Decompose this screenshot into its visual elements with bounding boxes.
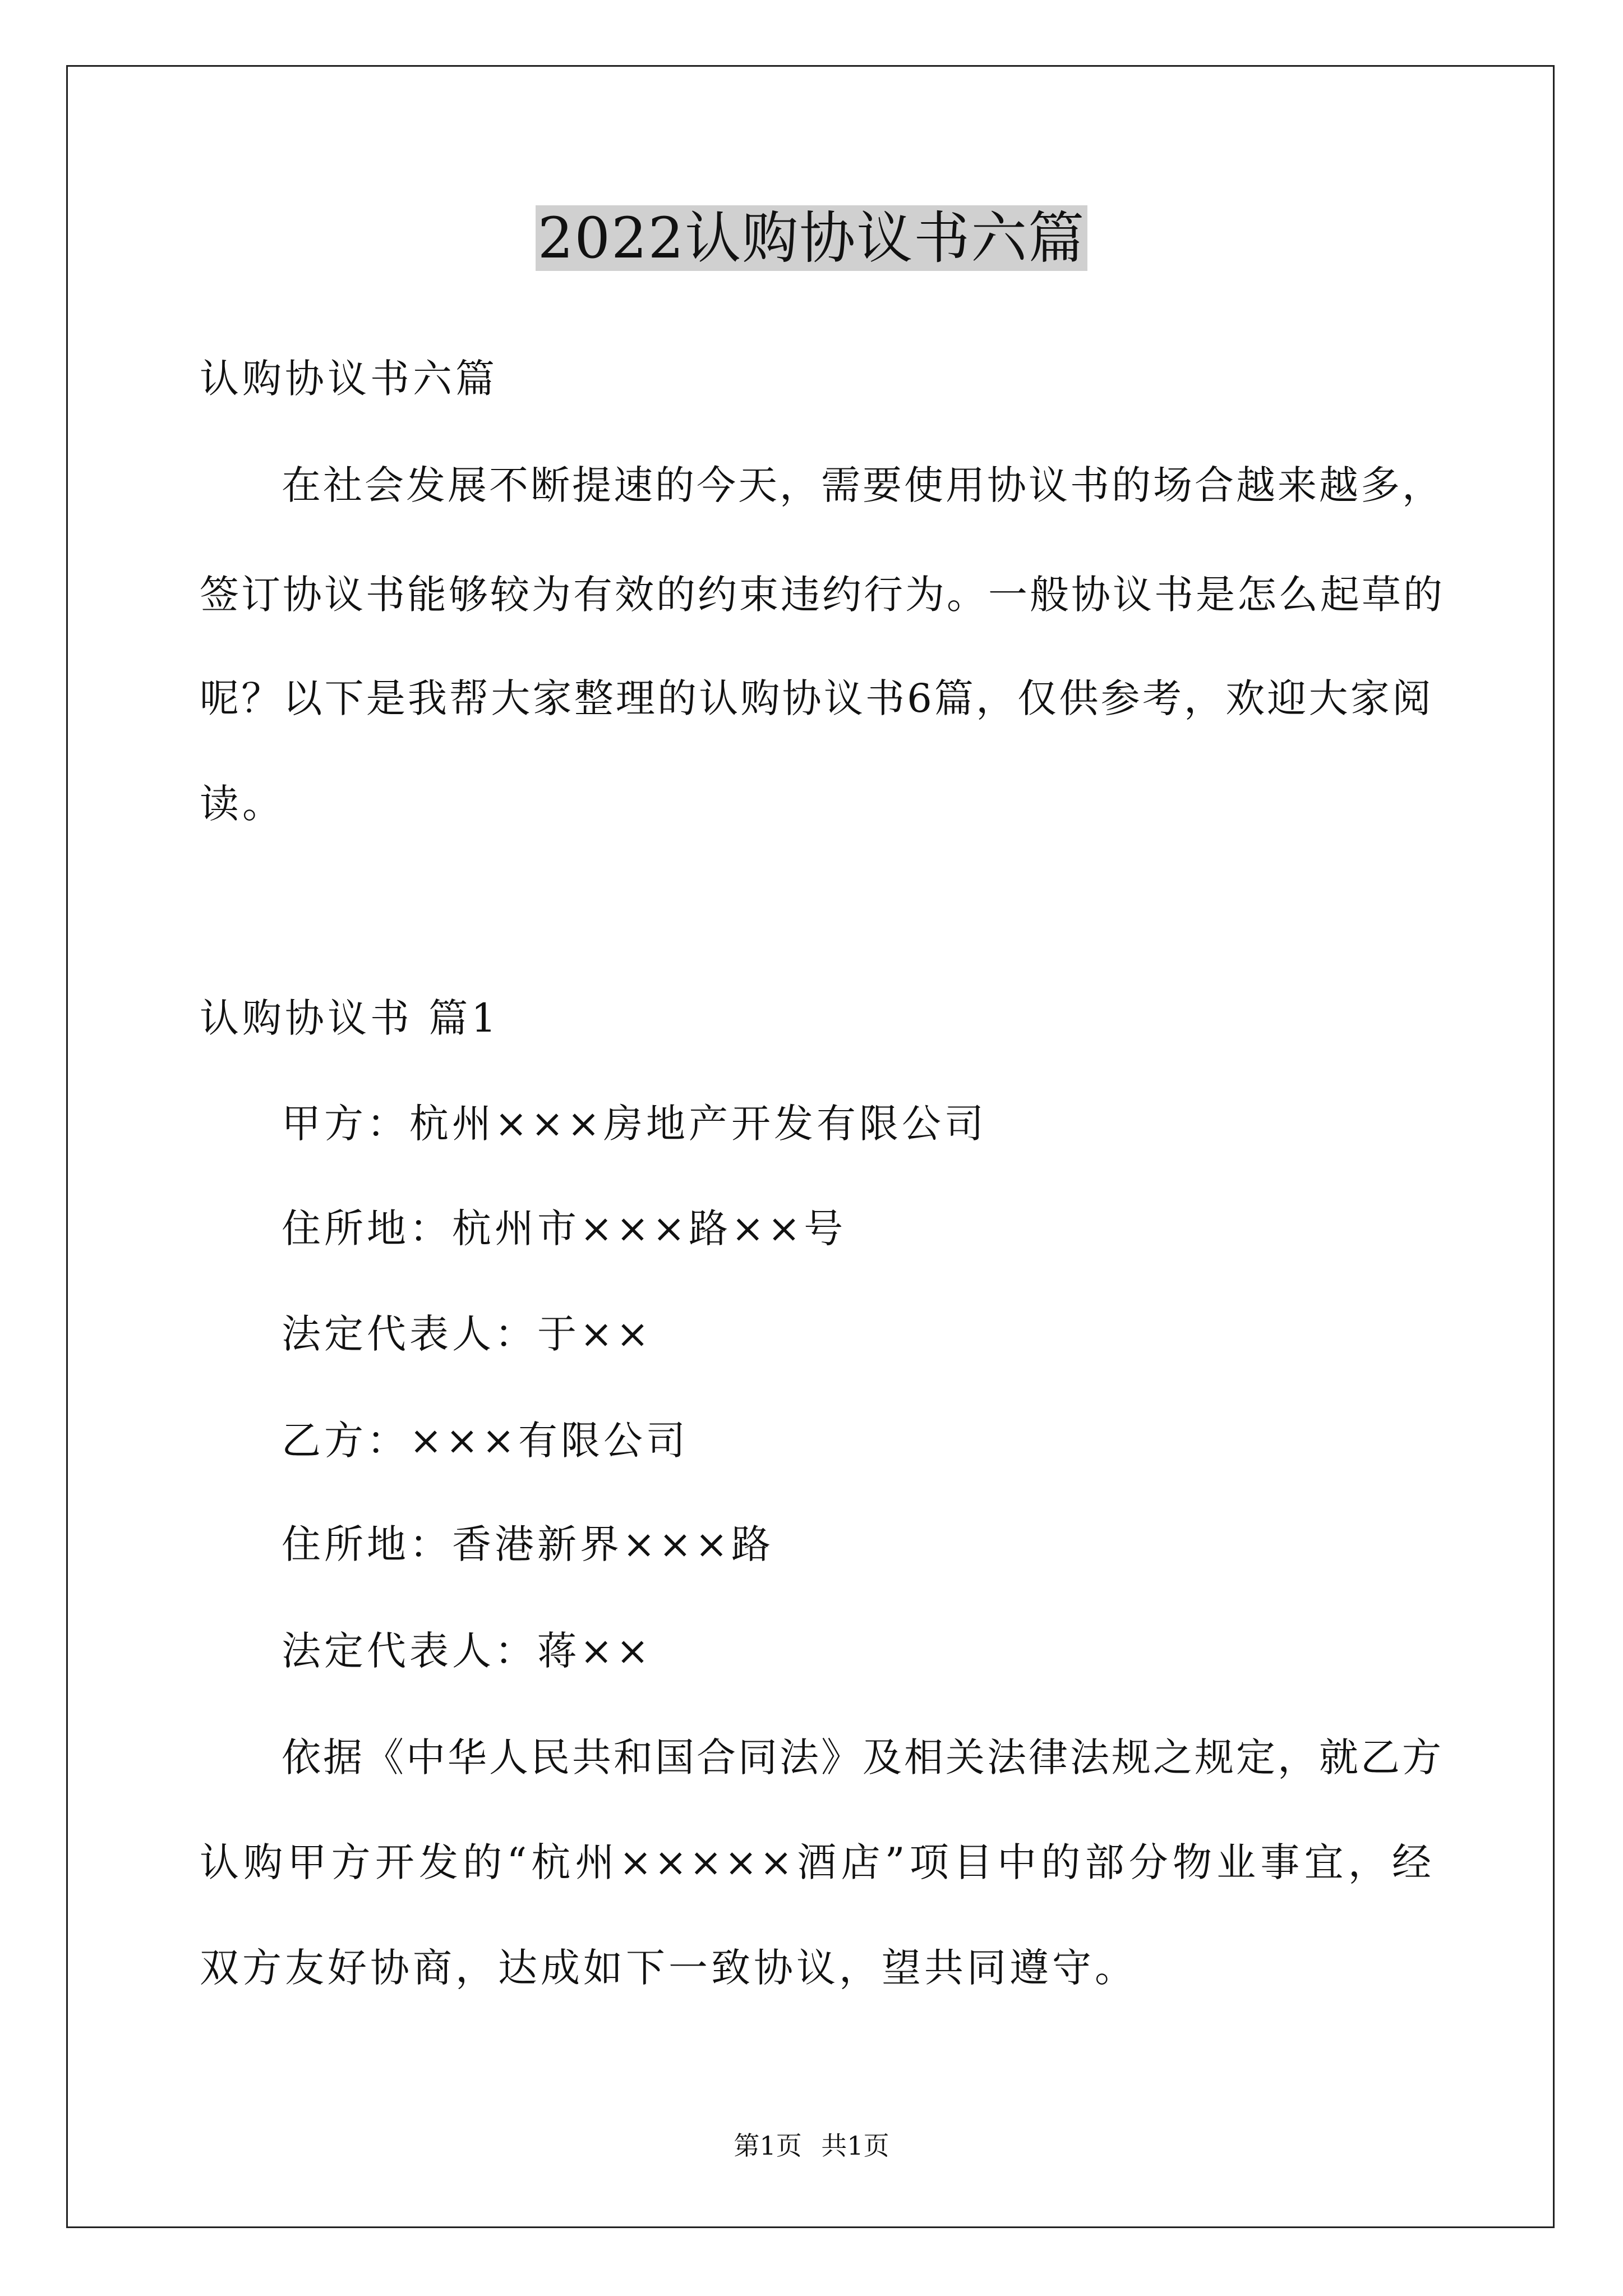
party-a-representative: 法定代表人：于××: [282, 1311, 653, 1357]
basis-line-3: 双方友好协商，达成如下一致协议，望共同遵守。: [200, 1945, 1137, 1991]
basis-line-2: 认购甲方开发的“杭州×××××酒店”项目中的部分物业事宜，经: [200, 1839, 1433, 1885]
intro-line-2: 签订协议书能够较为有效的约束违约行为。一般协议书是怎么起草的: [200, 572, 1445, 618]
section-heading: 认购协议书 篇1: [200, 995, 500, 1041]
basis-line-1: 依据《中华人民共和国合同法》及相关法律法规之规定，就乙方: [282, 1734, 1444, 1780]
intro-line-3: 呢？以下是我帮大家整理的认购协议书6篇，仅供参考，欢迎大家阅: [200, 675, 1433, 721]
party-a-name: 甲方：杭州×××房地产开发有限公司: [282, 1101, 987, 1147]
document-title: 2022认购协议书六篇: [0, 196, 1623, 280]
intro-line-4: 读。: [200, 781, 285, 827]
document-subtitle: 认购协议书六篇: [200, 356, 498, 402]
party-b-representative: 法定代表人：蒋××: [282, 1628, 653, 1674]
party-a-address: 住所地：杭州市×××路××号: [282, 1205, 847, 1251]
party-b-name: 乙方：×××有限公司: [282, 1418, 689, 1464]
page-footer: 第1页 共1页: [734, 2131, 889, 2161]
party-b-address: 住所地：香港新界×××路: [282, 1521, 774, 1567]
intro-line-1: 在社会发展不断提速的今天，需要使用协议书的场合越来越多，: [282, 462, 1444, 508]
